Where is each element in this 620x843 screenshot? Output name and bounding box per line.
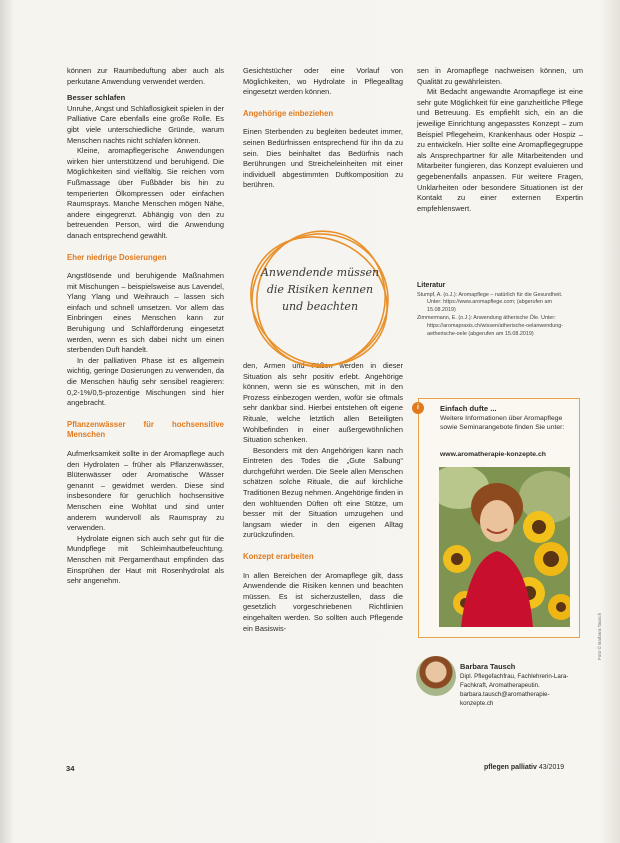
heading-relatives: Angehörige einbeziehen bbox=[243, 108, 334, 118]
pull-quote-text: Anwendende müssen die Risiken kennen und beachten bbox=[260, 266, 380, 313]
info-marker-icon: i bbox=[412, 402, 424, 414]
author-name: Barbara Tausch bbox=[460, 662, 516, 671]
issue-number: 43/2019 bbox=[538, 764, 565, 771]
avatar bbox=[416, 656, 456, 696]
photo-credit: Foto © Barbara Tausch bbox=[597, 612, 602, 660]
page-number: 34 bbox=[66, 764, 75, 773]
paragraph: Mit Bedacht angewandte Aromapflege ist eine sehr gute Möglichkeit für eine ganzheitliche Pflege und Betreuung. Es empfiehlt sich, ein an die jeweilige Einrichtung angepasstes Konzept – zum Beispiel Pflegeheim, Krankenhaus oder Hospiz – zu entwickeln. Hier sollte eine Aromapflegegruppe als Ansprechpartner für alle Mitarbeitenden und Mitarbeiter fungieren, das Konzept evaluieren und gegebenenfalls anpassen. Für weitere Fragen, Unklarheiten oder besondere Situationen ist der Kontakt zu einer externen Expertin empfehlenswert. bbox=[417, 87, 583, 213]
paragraph: Hydrolate eignen sich auch sehr gut für die Mundpflege mit Schleimhautbefeuchtung. Menschen mit Pergamenthaut empfinden das Einsprühen der Haut mit Rosenhydrolat als sehr angenehm. bbox=[67, 533, 224, 586]
paragraph: Einen Sterbenden zu begleiten bedeutet immer, seinen Bedürfnissen entsprechend für ihn da zu sein. Dies beinhaltet das Bedürfnis nach Berührungen und Streicheleinheiten mit einer individuell abgestimmten Duftkomposition zu berühren. bbox=[243, 127, 403, 190]
footer-magazine bbox=[484, 764, 564, 771]
literature-section bbox=[417, 282, 577, 339]
heading-concept: Konzept erarbeiten bbox=[243, 552, 314, 562]
sunflower-icon bbox=[534, 542, 568, 576]
pull-quote bbox=[246, 226, 394, 374]
heading-dosage: Eher niedrige Dosierungen bbox=[67, 252, 167, 262]
info-box bbox=[418, 398, 580, 638]
author-box bbox=[416, 656, 582, 716]
paragraph: den, Armen und Füßen werden in dieser Situation als sehr positiv erlebt. Angehörige können, wenn sie es wünschen, mit in den Prozess einbezogen werden, wofür sie oftmals sehr dankbar sind. Hierbei entstehen oft eigene Rituale, welche letztlich allen Beteiligten Wohlbefinden in einer außergewöhnlichen Situation schenken. bbox=[243, 360, 403, 445]
text-column-3 bbox=[417, 66, 583, 214]
paragraph: sen in Aromapflege nachweisen können, um Qualität zu gewährleisten. bbox=[417, 66, 583, 86]
text-column-1 bbox=[67, 66, 224, 587]
literature-item: Zimmermann, E. (o.J.): Anwendung ätherische Öle. Unter: https://aromapraxis.ch/wissen/atherische-oelanwendung-aetherische-oele (abgerufen am 15.08.2019) bbox=[417, 315, 564, 337]
literature-title: Literatur bbox=[417, 282, 446, 289]
sunflower-icon bbox=[443, 545, 471, 573]
paragraph: Unruhe, Angst und Schlaflosigkeit spielen in der Palliative Care ebenfalls eine große Rolle. Es gibt viele unterschiedliche Gründe, warum Menschen nachts nicht schlafen können. bbox=[67, 103, 224, 145]
paragraph: Gesichtstücher oder eine Vorlauf von Möglichkeiten, wo Hydrolate in Pflegealltag eingesetzt werden können. bbox=[243, 66, 403, 97]
paragraph: In der palliativen Phase ist es allgemein wichtig, geringe Dosierungen zu verwenden, da die Menschen häufig sehr sensibel reagieren: 0,2-1%/0,5-prozentige Mischungen sind hier angebracht. bbox=[67, 355, 224, 408]
info-box-text: Weitere Informationen über Aromapflege sowie Seminarangebote finden Sie unter: bbox=[440, 415, 565, 431]
literature-item: Stumpf, A. (o.J.): Aromapflege – natürlich für die Gesundheit. Unter: https://www.aromapflege.com; (abgerufen am 15.08.2019) bbox=[417, 291, 563, 313]
sunflower-icon bbox=[523, 511, 555, 543]
paragraph: können zur Raumbeduftung aber auch als perkutane Anwendung verwendet werden. bbox=[67, 66, 224, 86]
paragraph: Aufmerksamkeit sollte in der Aromapflege auch den Hydrolaten – früher als Pflanzenwässer, Blütenwässer oder Aromatische Wässer genannt – gewidmet werden. Diese sind insbesondere für geruchlich hochsensitive Menschen eine Wohltat und sind unter anderem wundervoll als Raumspray zu verwenden. bbox=[67, 449, 224, 533]
heading-hydrolates: Pflanzenwässer für hochsensitive Menschen bbox=[67, 419, 224, 440]
sunflower-photo bbox=[439, 467, 570, 627]
info-box-title: Einfach dufte ... bbox=[440, 404, 497, 413]
author-info: Dipl. Pflegefachfrau, Fachlehrerin-Lara-Fachkraft, Aromatherapeutin. barbara.tausch@aromatherapie-konzepte.ch bbox=[460, 673, 569, 708]
info-box-link[interactable]: www.aromatherapie-konzepte.ch bbox=[440, 451, 546, 458]
subheading-sleep: Besser schlafen bbox=[67, 93, 126, 103]
paragraph: Angstlösende und beruhigende Maßnahmen mit Mischungen – beispielsweise aus Lavendel, Ylang Ylang und Weihrauch – lassen sich einfach und schnell umsetzen. Vor allem das Einbringen eines Menschen kann zur Beruhigung und Schlafförderung eingesetzt werden, wenn es sich dabei nicht um einen sterbenden Duft handelt. bbox=[67, 271, 224, 355]
paragraph: In allen Bereichen der Aromapflege gilt, dass Anwendende die Risiken kennen und beachten müssen. Es ist sicherzustellen, dass die gesetzlich vorgeschriebenen Richtlinien eingehalten werden. So sollten auch Pflegende ein Basiswis- bbox=[243, 570, 403, 633]
paragraph: Besonders mit den Angehörigen kann nach Eintreten des Todes die „Gute Salbung“ durchgeführt werden. Die Seele allen Menschen schätzen solche Rituale, die auf kirchliche Traditionen Bezug nehmen. Angehörige finden in den wohltuenden Düften oft eine Stütze, um besser mit der Situation umzugehen und langsam wieder in den eigenen Alltag zurückzufinden. bbox=[243, 445, 403, 540]
magazine-name: pflegen palliativ bbox=[484, 764, 537, 771]
paragraph: Kleine, aromapflegerische Anwendungen wirken hier unterstützend und beruhigend. Die Möglichkeiten sind vielfältig. Sie reichen vom Fußmassage über Fußbäder bis hin zu temperierten Ölkompressen oder einfachen Raumsprays. Manche Menschen mögen Nähe, andere eingegrenzt. Abhängig von den zu betreuenden Person, wird die Anwendung danach entsprechend gewählt. bbox=[67, 146, 224, 240]
